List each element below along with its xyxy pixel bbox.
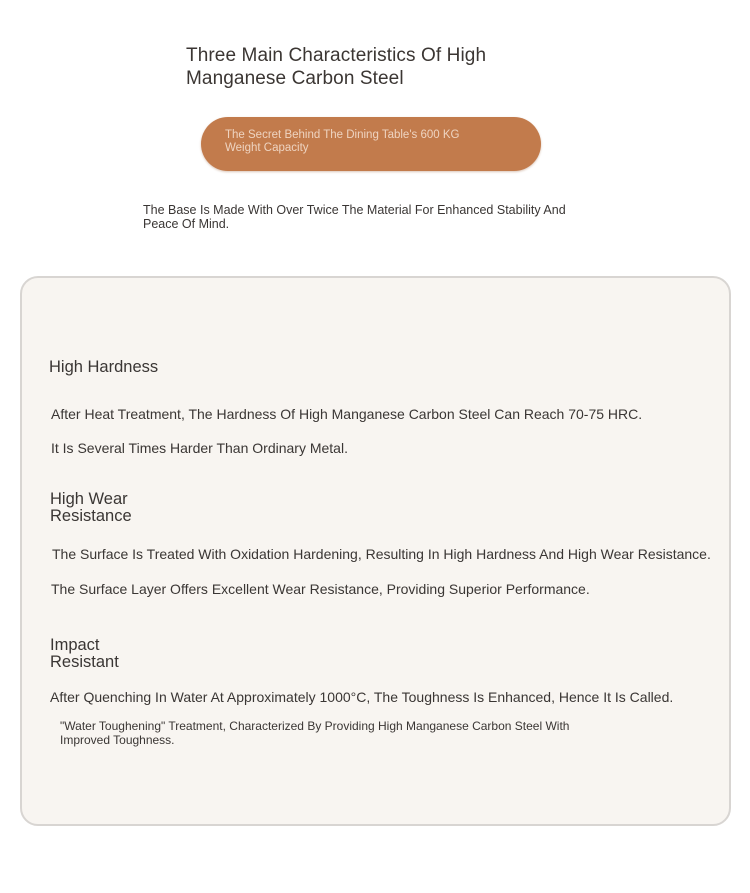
section-title-high-hardness: High Hardness — [49, 358, 159, 376]
capacity-banner — [201, 117, 541, 171]
section-line: The Surface Layer Offers Excellent Wear Resistance, Providing Superior Performance. — [51, 581, 590, 597]
section-title-impact-resistant: Impact Resistant — [50, 636, 119, 671]
page-title: Three Main Characteristics Of High Manganese Carbon Steel — [186, 45, 487, 89]
intro-text: The Base Is Made With Over Twice The Material For Enhanced Stability And Peace Of Mind. — [143, 203, 566, 231]
section-line: After Quenching In Water At Approximately 1000°C, The Toughness Is Enhanced, Hence It Is Called. — [50, 689, 674, 705]
capacity-banner-text: The Secret Behind The Dining Table's 600 KG Weight Capacity — [225, 129, 460, 154]
section-line: The Surface Is Treated With Oxidation Hardening, Resulting In High Hardness And High Wear Resistance. — [52, 546, 711, 562]
section-line: "Water Toughening" Treatment, Characterized By Providing High Manganese Carbon Steel With Improved Toughness. — [60, 719, 570, 747]
section-line: It Is Several Times Harder Than Ordinary Metal. — [51, 440, 348, 456]
section-title-high-wear-resistance: High Wear Resistance — [50, 490, 132, 525]
characteristics-card — [20, 276, 731, 826]
section-line: After Heat Treatment, The Hardness Of High Manganese Carbon Steel Can Reach 70-75 HRC. — [51, 406, 643, 422]
